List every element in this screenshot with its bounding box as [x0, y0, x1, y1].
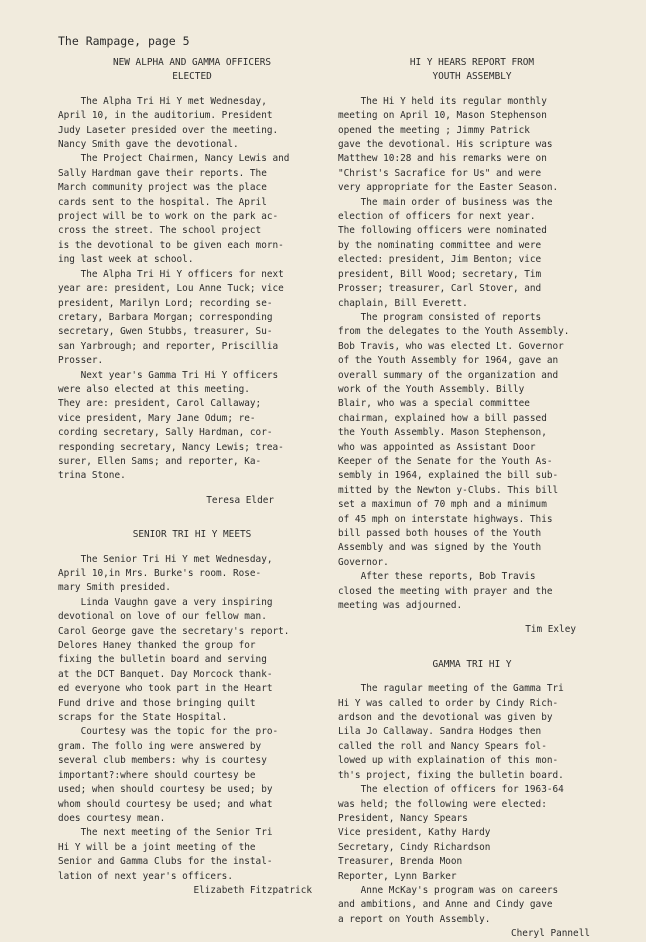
paragraph: The Project Chairmen, Nancy Lewis and Sally Hardman gave their reports. The March community project was the place cards sent to the hospital. The April project will be to work on the park ac- cross the street. The school project is the devotional to be given each morn- ing last week at school. [58, 153, 290, 266]
paragraph: The Senior Tri Hi Y met Wednesday, April 10,in Mrs. Burke's room. Rose- mary Smith presided. [58, 553, 273, 594]
author-signature: Teresa Elder [206, 494, 274, 506]
paragraph: The election of officers for 1963-64 was held; the following were elected: President, Nancy Spears Vice president, Kathy Hardy Secretary, Cindy Richardson Treasurer, Brenda Moon Reporter, Lynn Barker [338, 784, 564, 882]
paragraph: Linda Vaughn gave a very inspiring devotional on love of our fellow man. Carol George gave the secretary's report. Delores Haney thanked the group for fixing the bulletin board and serving at the DCT Banquet. Day Morcock thank- ed everyone who took part in the Heart Fund drive and those bringing quilt scraps for the State Hospital. [58, 596, 290, 724]
paragraph: The next meeting of the Senior Tri Hi Y will be a joint meeting of the Senior and Gamma Clubs for the instal- lation of next year's officers. [58, 827, 273, 882]
author-signature: Elizabeth Fitzpatrick [193, 884, 312, 896]
paragraph: The main order of business was the election of officers for next year. The following officers were nominated by the nominating committee and were elected: president, Jim Benton; vice president, Bill Wood; secretary, Tim Prosser; treasurer, Carl Stover, and chaplain, Bill Everett. [338, 196, 553, 309]
author-signature: Tim Exley [525, 624, 576, 636]
article-title-gamma-tri-hi-y: GAMMA TRI HI Y [432, 658, 512, 670]
paragraph: Next year's Gamma Tri Hi Y officers were also elected at this meeting. They are: president, Carol Callaway; vice president, Mary Jane Odum; re- cording secretary, Sally Hardman, cor- responding secretary, Nancy Lewis; trea- surer, Ellen Sams; and reporter, Ka- trina Stone. [58, 369, 284, 482]
author-signature: Cheryl Pannell [510, 928, 590, 940]
paragraph: The Alpha Tri Hi Y officers for next year are: president, Lou Anne Tuck; vice president, Marilyn Lord; recording se- cretary, Barbara Morgan; corresponding secretary, Gwen Stubbs, treasurer, Su- san Yarbrough; and reporter, Priscillia Prosser. [58, 268, 284, 367]
paragraph: The ragular meeting of the Gamma Tri Hi Y was called to order by Cindy Rich- ardson and the devotional was given by Lila Jo Callaway. Sandra Hodges then called the roll and Nancy Spears fol- lowed up with explaination of this mon- th's project, fixing the bulletin board. [338, 683, 564, 781]
article-title-officers-elected [58, 56, 326, 85]
article-title-senior-tri-hi-y: SENIOR TRI HI Y MEETS [132, 529, 252, 541]
title-line: NEW ALPHA AND GAMMA OFFICERS [112, 57, 272, 68]
title-line: YOUTH ASSEMBLY [432, 71, 512, 83]
paragraph: The Alpha Tri Hi Y met Wednesday, April 10, in the auditorium. President Judy Laseter presided over the meeting. Nancy Smith gave the devotional. [58, 95, 279, 151]
paragraph: After these reports, Bob Travis closed the meeting with prayer and the meeting was adjourned. [338, 571, 553, 612]
paragraph: The Hi Y held its regular monthly meeting on April 10, Mason Stephenson opened the meeting ; Jimmy Patrick gave the devotional. His scripture was Matthew 10:28 and his remarks were on "Christ's Sacrafice for Us" and were very appropriate for the Easter Season. [338, 95, 559, 194]
title-line: HI Y HEARS REPORT FROM [409, 57, 535, 68]
paragraph: The program consisted of reports from the delegates to the Youth Assembly. Bob Travis, who was elected Lt. Governor of the Youth Assembly for 1964, gave an overall summary of the organization and work of the Youth Assembly. Billy Blair, who was a special committee chairman, explained how a bill passed the Youth Assembly. Mason Stephenson, who was appointed as Assistant Door Keeper of the Senate for the Youth As- sembly in 1964, explained the bill sub- mitted by the Newton y-Clubs. This bill set a maximun of 70 mph and a minimum of 45 mph on interstate highways. This bill passed both houses of the Youth Assembly and was signed by the Youth Governor. [338, 311, 570, 568]
paragraph: Anne McKay's program was on careers and ambitions, and Anne and Cindy gave a report on Youth Assembly. [338, 884, 559, 925]
title-line: ELECTED [172, 71, 212, 83]
right-column [338, 56, 606, 942]
left-column [58, 56, 326, 898]
page-header: The Rampage, page 5 [58, 34, 190, 48]
article-title-youth-assembly [338, 56, 606, 85]
paragraph: Courtesy was the topic for the pro- gram. The follo ing were answered by several club members: why is courtesy important?:where should courtesy be used; when should courtesy be used; by whom should courtesy be used; and what does courtesy mean. [58, 726, 279, 824]
